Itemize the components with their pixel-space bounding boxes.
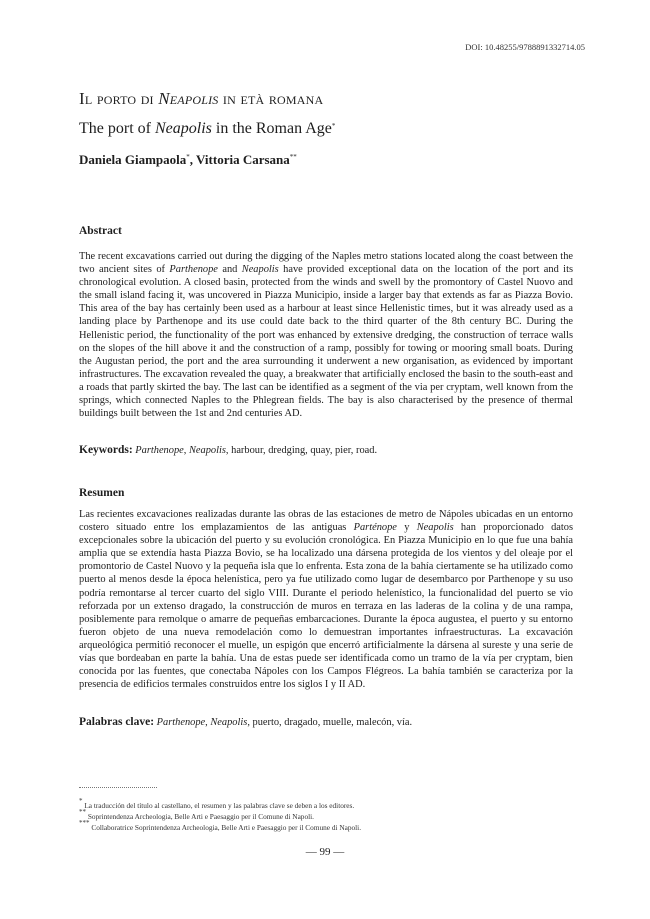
title-italian-italic: Neapolis	[158, 89, 219, 108]
title-english-footnote-mark: *	[331, 122, 336, 130]
abstract-heading: Abstract	[79, 225, 122, 237]
footnote-text: La traducción del título al castellano, el resumen y las palabras clave se deben a los editores.	[84, 801, 355, 810]
author-mark: *	[186, 153, 190, 161]
keywords-label: Keywords:	[79, 444, 133, 456]
footnote	[79, 818, 361, 833]
keyword-italic: Neapolis	[188, 445, 226, 456]
title-italian-prefix: Il porto di	[79, 89, 159, 108]
title-english	[79, 120, 335, 138]
footnote-text: Collaboratrice Soprintendenza Archeologia, Belle Arti e Paesaggio per il Comune di Napoli.	[91, 823, 362, 832]
resumen-text	[79, 508, 573, 691]
keyword-italic: Parthenope	[135, 445, 184, 456]
footnote-mark: ***	[79, 819, 90, 827]
resumen-text-part: Las recientes excavaciones realizadas durante las obras de las estaciones de metro de Nápoles ubicadas en un entorno costero situado entre los emplazamientos de las antiguas	[79, 509, 573, 534]
abstract-text-part: and	[217, 264, 242, 276]
abstract-text-italic: Neapolis	[241, 264, 279, 276]
resumen-heading: Resumen	[79, 487, 125, 499]
palabras-clave-rest: , puerto, dragado, muelle, malecón, vía.	[247, 717, 413, 728]
page-number: — 99 —	[305, 846, 345, 858]
palabras-clave-line	[79, 716, 573, 728]
resumen-text-italic: Parténope	[353, 522, 397, 534]
abstract-text-part: have provided exceptional data on the location of the port and its chronological evolution. A closed basin, protected from the winds and swell by the promontory of Castel Nuovo and the small island facing it, was uncovered in Piazza Municipio, inside a larger bay that extends as far as Piazza Bovio. This area of the bay has certainly been used as a harbour at least since Hellenistic times, but it was already used as a landing place by Parthenope and its use could date back to the third quarter of the 8th century BC. During the Hellenistic period, the functionality of the port was enhanced by extensive dredging, the construction of terrace walls on the slopes of the hill above it and the construction of a ramp, possibly for towing or mooring small boats. During the Augustan period, the port and the area surrounding it underwent a new organisation, as evidenced by important infrastructures. The excavation revealed the quay, a breakwater that artificially enclosed the basin to the south-east and a roads that partly skirted the bay. The last can be identified as a segment of the via per cryptam, well known from the springs, which connected Naples to the Phlegrean fields. The bay is also characterised by the presence of thermal buildings built between the 1st and 2nd centuries AD.	[79, 264, 574, 420]
authors	[79, 152, 297, 168]
title-english-suffix: in the Roman Age	[211, 120, 332, 137]
author-name: Daniela Giampaola	[79, 152, 187, 167]
resumen-text-part: han proporcionado datos excepcionales sobre la ubicación del puerto y su evolución cronológica. En Piazza Municipio en lo que fue una bahía amplia que se extendía hasta Piazza Bovio, se ha localizado una dársena protegida de los vientos y del oleaje por el promontorio de Castel Nuovo y la pequeña isla que lo enfrenta. Esta zona de la bahía ciertamente se ha utilizado como puerto al menos desde la época helenística, pero ya fue utilizado como lugar de desembarco por Parthenope y su uso podría remontarse al tercer cuarto del siglo VIII. Durante el periodo helenístico, la funcionalidad del puerto se vio reforzada por un extenso dragado, la construcción de muros en terraza en las laderas de la colina y de una rampa, posiblemente para remolque o amarre de pequeñas embarcaciones. Durante la época augustea, el puerto y su entorno fueron objeto de una nueva remodelación como lo demuestran importantes infraestructuras. La excavación arqueológica permitió reconocer el muelle, un espigón que encerró artificialmente la dársena al sureste y una serie de vías que bordeaban en parte la bahía. Una de estas puede ser identificada como un tramo de la vía per cryptam, bien conocida por las fuentes, que conectaba Nápoles con los Campos Flégreos. La bahía también se caracteriza por la presencia de edificios termales construidos entre los siglos I y II AD.	[79, 522, 574, 691]
palabra-clave-italic: Parthenope	[156, 717, 206, 728]
title-italian-suffix: in età romana	[218, 89, 324, 108]
title-italian	[79, 89, 323, 109]
author-separator: ,	[189, 152, 197, 167]
keyword-separator: ,	[183, 445, 189, 456]
resumen-text-italic: Neapolis	[416, 522, 454, 534]
doi-line: DOI: 10.48255/9788891332714.05	[465, 42, 585, 52]
title-english-prefix: The port of	[79, 120, 155, 137]
resumen-text-part: y	[396, 522, 417, 534]
author-mark: **	[289, 153, 297, 161]
abstract-text-part: The recent excavations carried out during the digging of the Naples metro stations located along the coast between the two ancient sites of	[79, 251, 573, 276]
footnote-divider	[79, 787, 157, 788]
title-english-italic: Neapolis	[154, 120, 212, 137]
footnote-mark: **	[79, 808, 86, 816]
footnote-mark: *	[79, 797, 83, 805]
author-name: Vittoria Carsana	[196, 152, 290, 167]
keywords-rest: , harbour, dredging, quay, pier, road.	[225, 445, 378, 456]
palabra-clave-italic: Neapolis	[210, 717, 248, 728]
palabra-clave-separator: ,	[205, 717, 211, 728]
keywords-line	[79, 444, 573, 456]
abstract-text	[79, 250, 573, 420]
palabras-clave-label: Palabras clave:	[79, 716, 155, 728]
abstract-text-italic: Parthenope	[169, 264, 218, 276]
footnote-text: Soprintendenza Archeologia, Belle Arti e Paesaggio per il Comune di Napoli.	[87, 812, 314, 821]
